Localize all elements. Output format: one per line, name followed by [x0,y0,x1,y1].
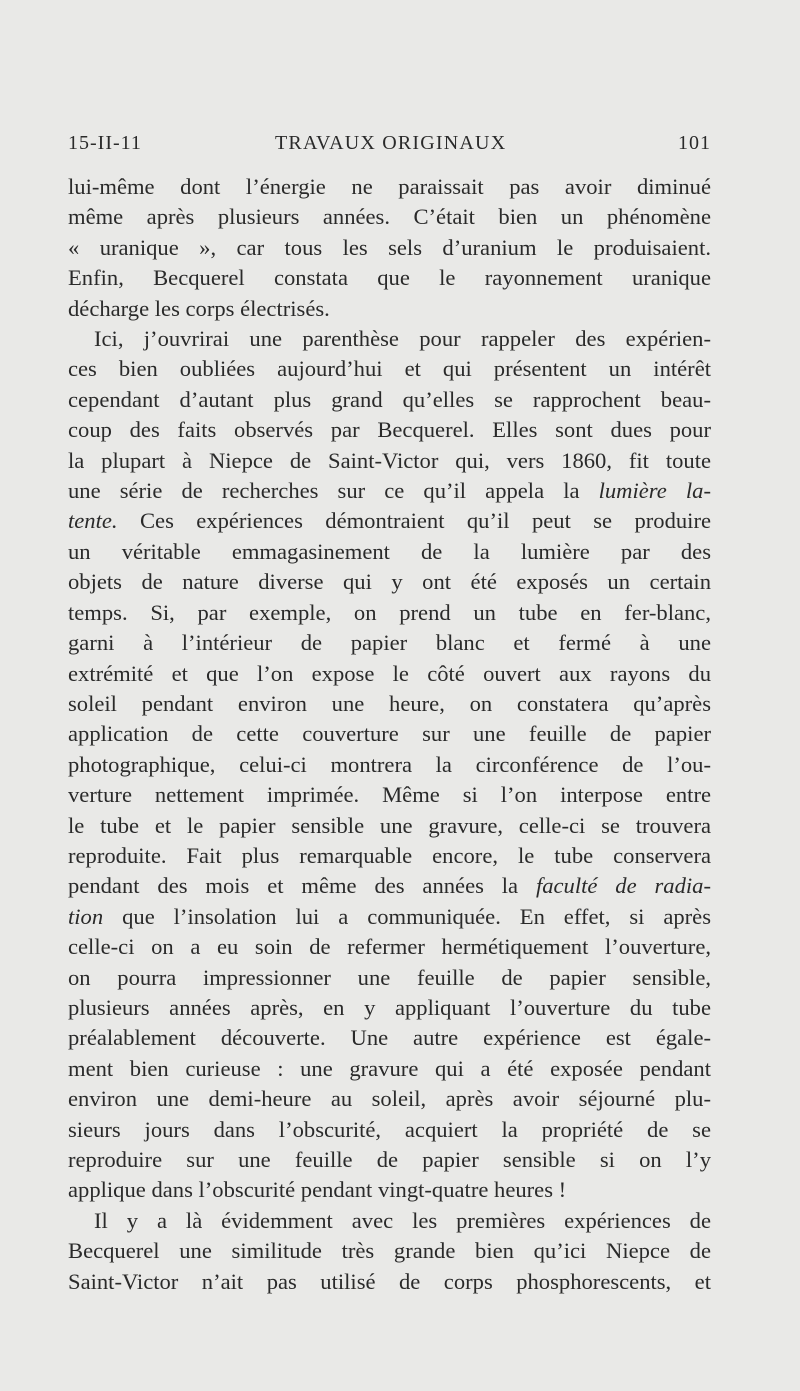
text-line: ment bien curieuse : une gravure qui a été exposée pendant [68,1055,711,1081]
header-section-title: TRAVAUX ORIGINAUX [275,132,507,154]
italic-term: tente. [68,508,118,534]
text-line: soleil pendant environ une heure, on constatera qu’après [68,690,711,716]
text-line: le tube et le papier sensible une gravure, celle-ci se trouvera [68,812,711,838]
text-segment: pendant des mois et même des années la [68,873,519,899]
text-line [68,506,711,536]
text-line: plusieurs années après, en y appliquant l’ouverture du tube [68,994,711,1020]
text-line: Enfin, Becquerel constata que le rayonnement uranique [68,265,711,291]
text-line: objets de nature diverse qui y ont été exposés un certain [68,569,711,595]
text-line: reproduire sur une feuille de papier sensible si on l’y [68,1147,711,1172]
text-line: on pourra impressionner une feuille de papier sensible, [68,964,711,990]
text-line: cependant d’autant plus grand qu’elles se rapprochent beau- [68,386,711,412]
text-line: coup des faits observés par Becquerel. Elles sont dues pour [68,417,711,443]
text-line: un véritable emmagasinement de la lumière par des [68,538,711,564]
italic-term: faculté de radia- [535,873,711,899]
text-line: même après plusieurs années. C’était bien un phénomène [68,204,711,230]
text-line [68,902,711,932]
text-line: celle-ci on a eu soin de refermer hermétiquement l’ouverture, [68,934,711,960]
text-line: ces bien oubliées aujourd’hui et qui présentent un intérêt [68,356,711,382]
text-line: verture nettement imprimée. Même si l’on interpose entre [68,782,711,808]
text-line: applique dans l’obscurité pendant vingt-quatre heures ! [68,1177,567,1203]
text-line: photographique, celui-ci montrera la circonférence de l’ou- [68,751,711,777]
page-number: 101 [678,132,711,154]
text-line [68,476,711,506]
text-segment: que l’insolation lui a communiquée. En effet, si après [122,903,711,929]
italic-term: tion [68,903,104,929]
text-line: Saint-Victor n’ait pas utilisé de corps phosphorescents, et [68,1268,711,1294]
text-segment: une série de recherches sur ce qu’il appela la [68,478,580,504]
header-date: 15-II-11 [68,132,142,154]
text-line: décharge les corps électrisés. [68,295,330,321]
text-line [68,871,711,901]
text-line: environ une demi-heure au soleil, après avoir séjourné plu- [68,1086,711,1112]
text-line: la plupart à Niepce de Saint-Victor qui, vers 1860, fit toute [68,447,711,473]
text-line: « uranique », car tous les sels d’uranium le produisaient. [68,234,711,260]
text-segment: Ces expériences démontraient qu’il peut se produire [139,508,711,534]
text-line: reproduite. Fait plus remarquable encore, le tube conservera [68,842,711,868]
text-line: garni à l’intérieur de papier blanc et fermé à une [68,630,711,656]
text-line: Becquerel une similitude très grande bien qu’ici Niepce de [68,1238,711,1264]
text-line: temps. Si, par exemple, on prend un tube en fer-blanc, [68,599,711,625]
body-text [68,172,711,1297]
text-line: Il y a là évidemment avec les premières expériences de [94,1207,711,1233]
text-line: application de cette couverture sur une feuille de papier [68,721,711,747]
text-line: préalablement découverte. Une autre expérience est égale- [68,1025,711,1051]
text-line: lui-même dont l’énergie ne paraissait pas avoir diminué [68,174,711,199]
text-line: extrémité et que l’on expose le côté ouvert aux rayons du [68,660,711,686]
text-line: Ici, j’ouvrirai une parenthèse pour rappeler des expérien- [94,326,711,352]
running-head [68,132,711,162]
italic-term: lumière la- [598,478,711,504]
text-line: sieurs jours dans l’obscurité, acquiert la propriété de se [68,1116,711,1142]
